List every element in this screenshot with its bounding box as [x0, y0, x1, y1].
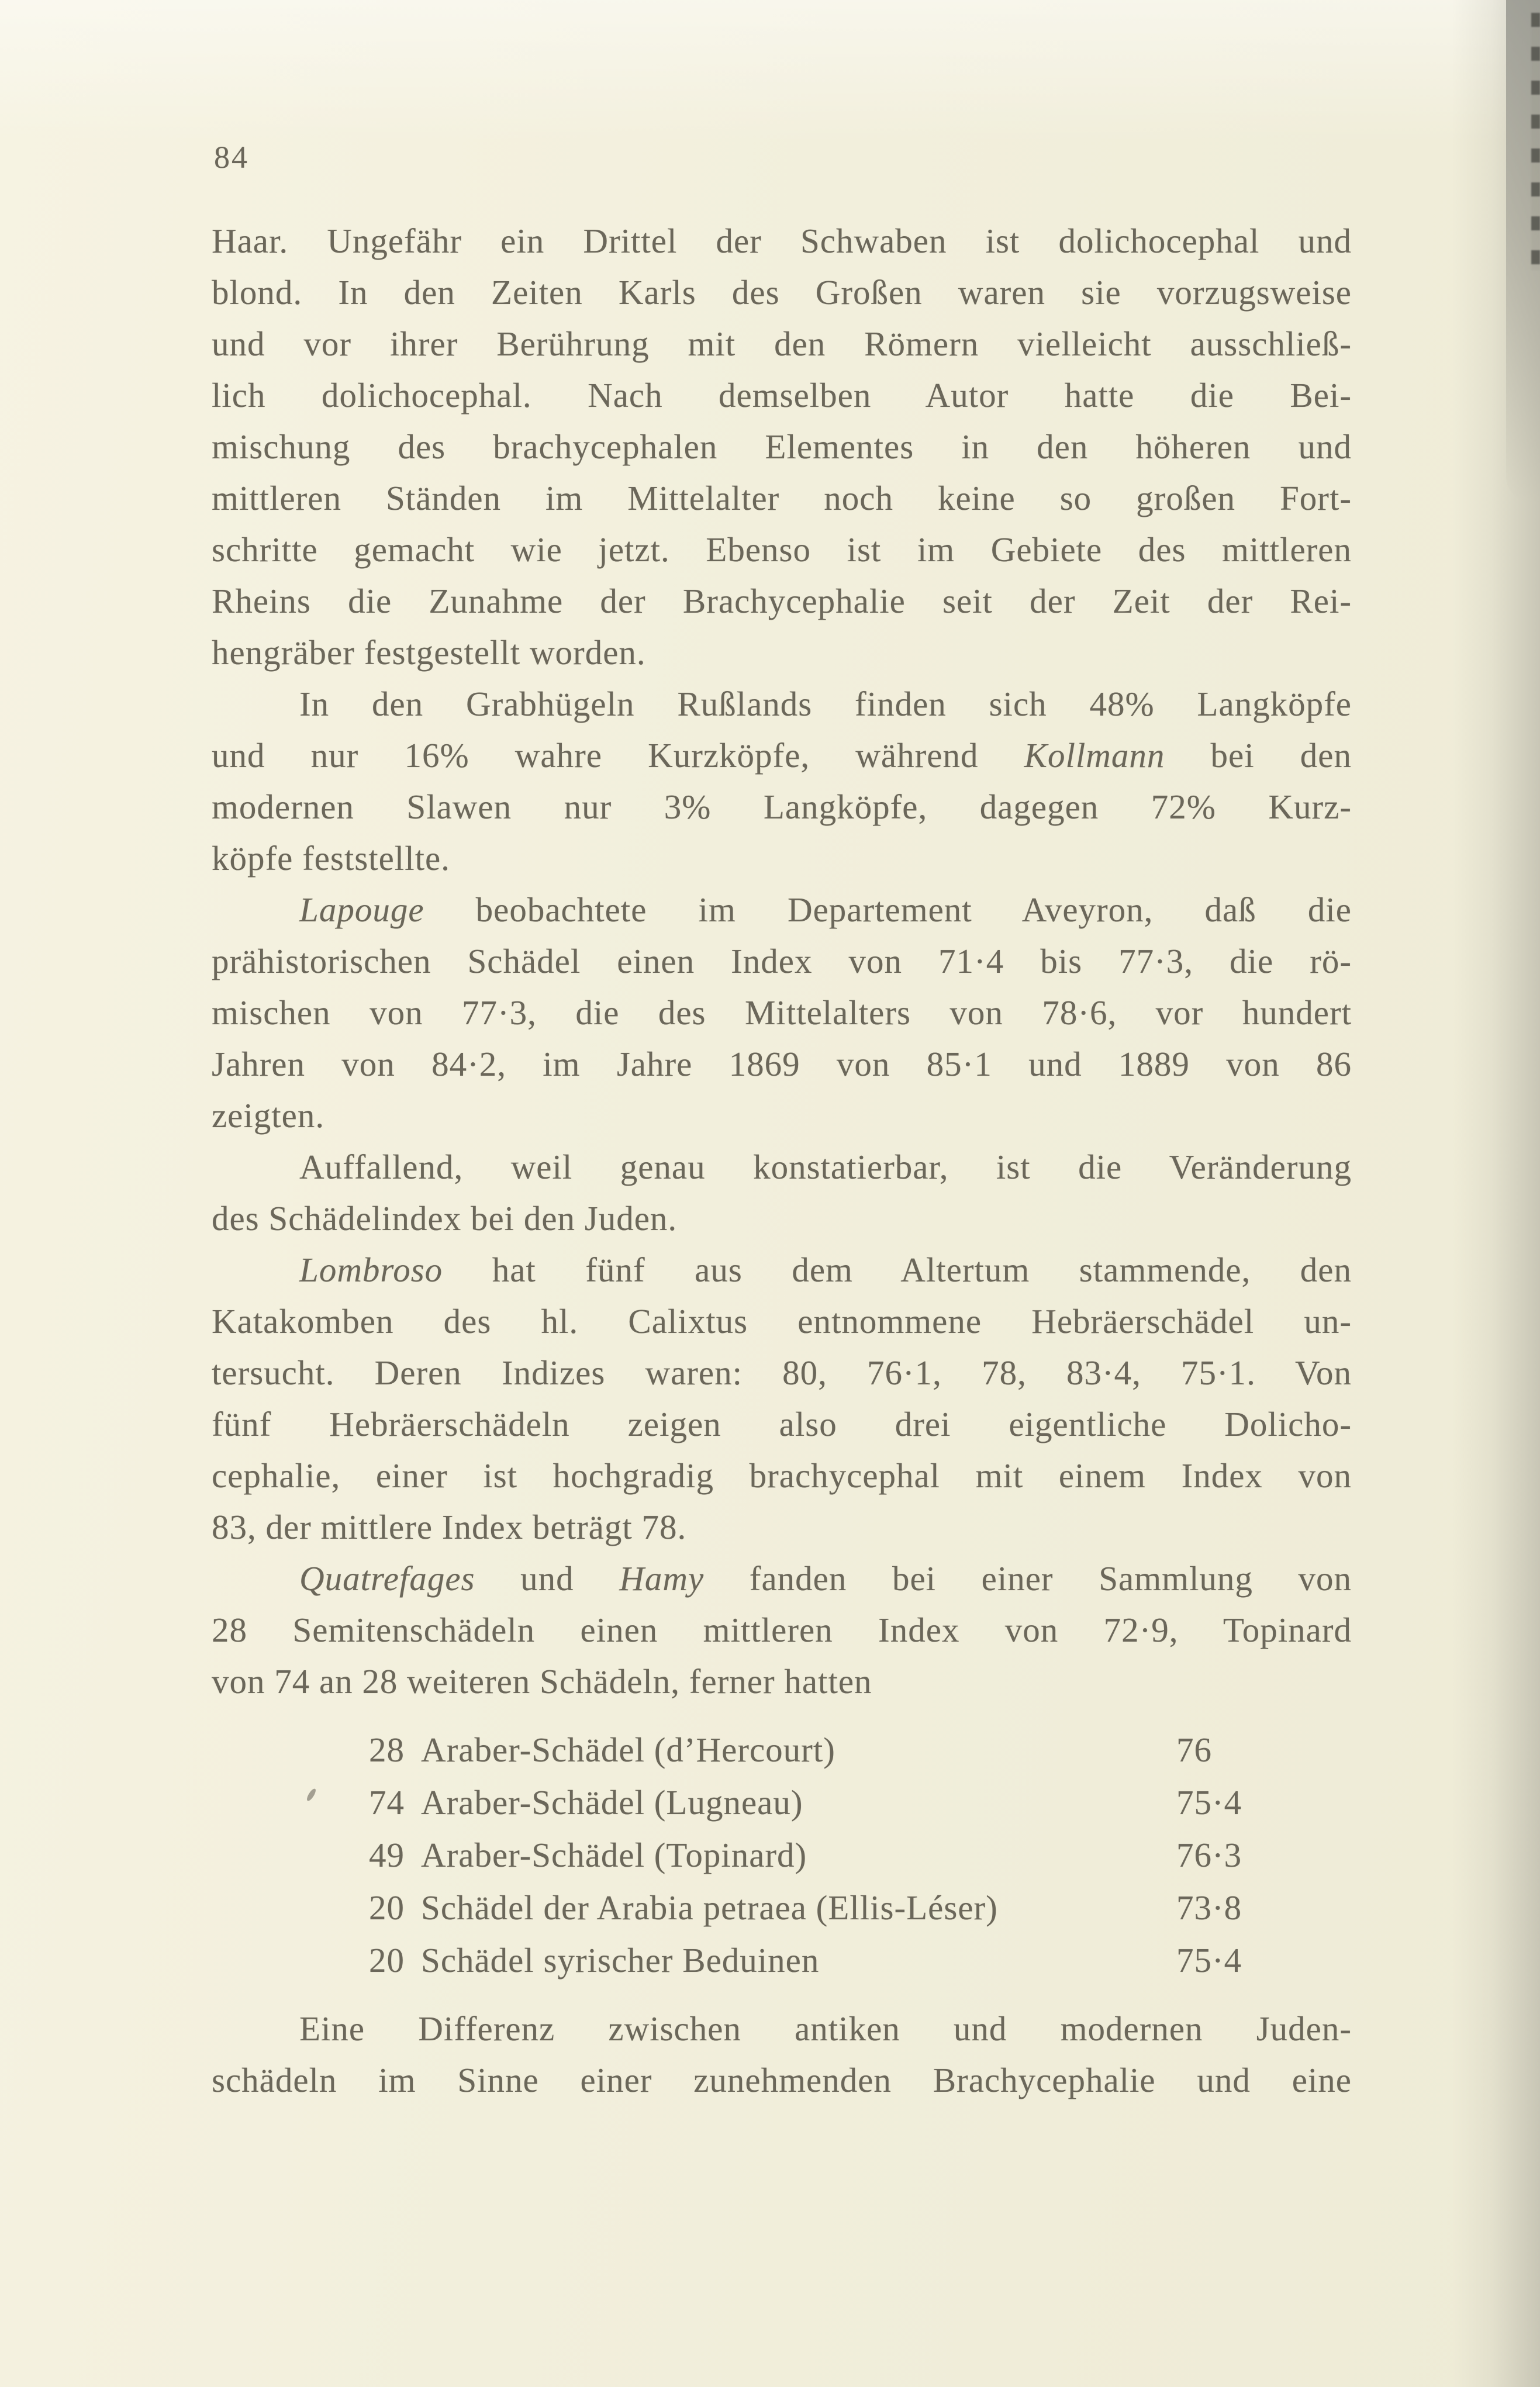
text-line: blond. In den Zeiten Karls des Großen waren sie vorzugsweise — [212, 273, 1352, 312]
text-line: Auffallend, weil genau konstatierbar, ist die Veränderung — [299, 1148, 1352, 1186]
text-line: modernen Slawen nur 3% Langköpfe, dagegen 72% Kurz- — [212, 787, 1352, 826]
text-line: zeigten. — [212, 1096, 325, 1135]
text-line: Rheins die Zunahme der Brachycephalie seit der Zeit der Rei- — [212, 582, 1352, 620]
text-line: und vor ihrer Berührung mit den Römern vielleicht ausschließ- — [212, 324, 1352, 363]
text-line: Lombroso hat fünf aus dem Altertum stammende, den — [299, 1251, 1352, 1289]
skull-count: 49 — [369, 1836, 405, 1874]
text-line: fünf Hebräerschädeln zeigen also drei eigentliche Dolicho- — [212, 1405, 1352, 1443]
table-row — [212, 1934, 1352, 1987]
table-row — [212, 1776, 1352, 1829]
paragraph — [212, 678, 1352, 884]
skull-label: Araber-Schädel (Topinard) — [421, 1836, 807, 1874]
text-line: mischung des brachycephalen Elementes in den höheren und — [212, 427, 1352, 466]
page-number: 84 — [214, 140, 249, 175]
text-line: Haar. Ungefähr ein Drittel der Schwaben ist dolichocephal und — [212, 222, 1352, 260]
text-block — [212, 215, 1352, 2106]
paragraph — [212, 2003, 1352, 2106]
page-stack-edges — [1531, 13, 1540, 270]
skull-index-table — [212, 1723, 1352, 1987]
person-name-italic: Quatrefages — [299, 1559, 475, 1598]
text-line: tersucht. Deren Indizes waren: 80, 76·1, 78, 83·4, 75·1. Von — [212, 1353, 1352, 1392]
text-line: mittleren Ständen im Mittelalter noch keine so großen Fort- — [212, 479, 1352, 517]
text-line: Eine Differenz zwischen antiken und modernen Juden- — [299, 2009, 1352, 2048]
text-line: Lapouge beobachtete im Departement Aveyron, daß die — [299, 890, 1352, 929]
skull-label: Araber-Schädel (Lugneau) — [421, 1783, 803, 1822]
text-line: cephalie, einer ist hochgradig brachycephal mit einem Index von — [212, 1456, 1352, 1495]
body-text-after-table — [212, 2003, 1352, 2106]
text-line: Jahren von 84·2, im Jahre 1869 von 85·1 und 1889 von 86 — [212, 1045, 1352, 1083]
index-value: 76·3 — [1176, 1836, 1242, 1874]
person-name-italic: Hamy — [619, 1559, 705, 1598]
text-line: mischen von 77·3, die des Mittelalters von 78·6, vor hundert — [212, 993, 1352, 1032]
person-name-italic: Lapouge — [299, 890, 424, 929]
skull-count: 28 — [369, 1730, 405, 1769]
text-line: schädeln im Sinne einer zunehmenden Brachycephalie und eine — [212, 2061, 1352, 2099]
table-row — [212, 1829, 1352, 1881]
paragraph — [212, 1553, 1352, 1707]
skull-count: 74 — [369, 1783, 405, 1822]
skull-count: 20 — [369, 1941, 405, 1980]
person-name-italic: Lombroso — [299, 1251, 443, 1289]
paragraph — [212, 1244, 1352, 1553]
index-value: 76 — [1176, 1730, 1212, 1769]
text-line: 28 Semitenschädeln einen mittleren Index von 72·9, Topinard — [212, 1611, 1352, 1649]
skull-label: Schädel der Arabia petraea (Ellis-Léser) — [421, 1888, 998, 1927]
paragraph — [212, 1141, 1352, 1244]
text-line: lich dolichocephal. Nach demselben Autor hatte die Bei- — [212, 376, 1352, 414]
text-line: von 74 an 28 weiteren Schädeln, ferner hatten — [212, 1662, 872, 1701]
skull-count: 20 — [369, 1888, 405, 1927]
text-line: des Schädelindex bei den Juden. — [212, 1199, 678, 1238]
table-row — [212, 1723, 1352, 1776]
text-line: Katakomben des hl. Calixtus entnommene Hebräerschädel un- — [212, 1302, 1352, 1341]
text-line: schritte gemacht wie jetzt. Ebenso ist im Gebiete des mittleren — [212, 530, 1352, 569]
text-line: köpfe feststellte. — [212, 839, 450, 878]
skull-label: Schädel syrischer Beduinen — [421, 1941, 820, 1980]
text-line: hengräber festgestellt worden. — [212, 633, 646, 672]
paragraph — [212, 215, 1352, 678]
index-value: 73·8 — [1176, 1888, 1242, 1927]
paragraph — [212, 884, 1352, 1141]
text-line: prähistorischen Schädel einen Index von 71·4 bis 77·3, die rö- — [212, 942, 1352, 980]
text-line: In den Grabhügeln Rußlands finden sich 48% Langköpfe — [299, 685, 1352, 723]
body-text-before-table — [212, 215, 1352, 1707]
text-line: 83, der mittlere Index beträgt 78. — [212, 1508, 687, 1546]
text-line: Quatrefages und Hamy fanden bei einer Sammlung von — [299, 1559, 1352, 1598]
skull-label: Araber-Schädel (d’Hercourt) — [421, 1730, 835, 1769]
index-value: 75·4 — [1176, 1941, 1242, 1980]
index-value: 75·4 — [1176, 1783, 1242, 1822]
text-line: und nur 16% wahre Kurzköpfe, während Kollmann bei den — [212, 736, 1352, 775]
person-name-italic: Kollmann — [1024, 736, 1165, 775]
table-row — [212, 1881, 1352, 1934]
